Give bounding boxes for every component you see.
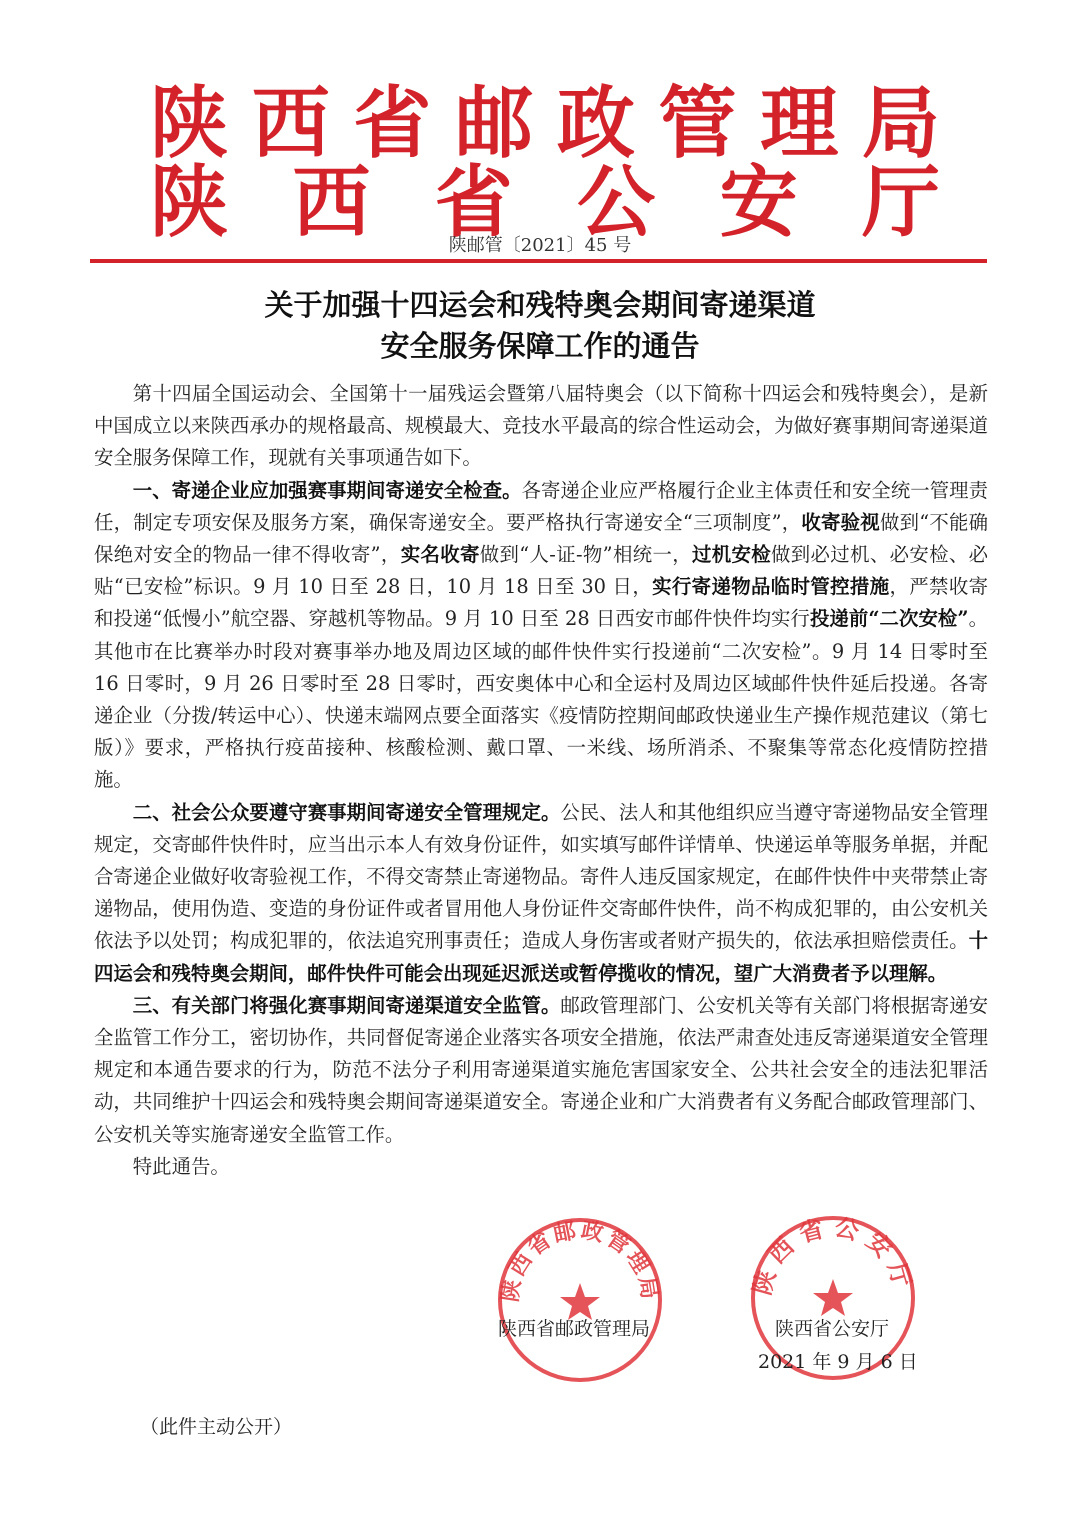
section-2-paragraph bbox=[94, 797, 988, 990]
star-icon bbox=[813, 1279, 853, 1316]
text-run: 各寄递企业应严格履行企业主体责任和安全统一管理责任，制定专项安保及服务方案，确保寄递安全。要严格执行寄递安全“三项制度”， bbox=[94, 478, 988, 534]
issuer-char: 省 bbox=[434, 158, 513, 248]
bold-text-run: 过机安检 bbox=[691, 543, 772, 567]
issuer-char: 西 bbox=[251, 79, 330, 169]
postal-bureau-seal bbox=[495, 1215, 665, 1385]
issuer-char: 理 bbox=[760, 79, 839, 169]
text-run: 公民、法人和其他组织应当遵守寄递物品安全管理规定，交寄邮件快件时，应当出示本人有效身份证件，如实填写邮件详情单、快递运单等服务单据，并配合寄递企业做好收寄验视工作，不得交寄禁止寄递物品。寄件人违反国家规定，在邮件快件中夹带禁止寄递物品，使用伪造、变造的身份证件或者冒用他人身份证件交寄邮件快件，尚不构成犯罪的，由公安机关依法予以处罚；构成犯罪的，依法追究刑事责任；造成人身伤害或者财产损失的，依法承担赔偿责任。 bbox=[94, 800, 988, 953]
text-run: ，严禁收寄和投递“低慢小”航空器、穿越机等物品。9 月 10 日至 28 日西安市邮件快件均实行 bbox=[94, 575, 989, 631]
issuer-char: 公 bbox=[577, 158, 656, 248]
issuer-char: 管 bbox=[658, 79, 737, 169]
section-1-paragraph bbox=[94, 475, 988, 797]
bold-text-run: 实名收寄 bbox=[400, 543, 480, 567]
text-run: 邮政管理部门、公安机关等有关部门将根据寄递安全监管工作分工，密切协作，共同督促寄递企业落实各项安全措施，依法严肃查处违反寄递渠道安全管理规定和本通告要求的行为，防范不法分子利用寄递渠道实施危害国家安全、公共社会安全的违法犯罪活动，共同维护十四运会和残特奥会期间寄递渠道安全。寄递企业和广大消费者有义务配合邮政管理部门、公安机关等实施寄递安全监管工作。 bbox=[94, 993, 988, 1146]
text-run: 做到“人-证-物”相统一， bbox=[479, 543, 692, 567]
issuer-char: 政 bbox=[556, 79, 635, 169]
closing-paragraph: 特此通告。 bbox=[132, 1154, 230, 1178]
red-divider bbox=[90, 259, 987, 263]
seal-2-text: 陕西省公安厅 bbox=[748, 1213, 918, 1299]
issuer-char: 局 bbox=[861, 79, 940, 169]
bold-text-run: 三、有关部门将强化赛事期间寄递渠道安全监管。 bbox=[132, 993, 561, 1017]
issuer-char: 省 bbox=[353, 79, 432, 169]
issuer-char: 邮 bbox=[455, 79, 534, 169]
disclosure-note: （此件主动公开） bbox=[140, 1416, 293, 1438]
bold-text-run: 十四运会和残特奥会期间，邮件快件可能会出现延迟派送或暂停揽收的情况，望广大消费者予以理解。 bbox=[94, 929, 988, 985]
seal-1-text: 陕西省邮政管理局 bbox=[498, 1218, 662, 1304]
issue-date: 2021 年 9 月 6 日 bbox=[758, 1351, 918, 1373]
text-run: 。其他市在比赛举办时段对赛事举办地及周边区域的邮件快件实行投递前“二次安检”。9 月 14 日零时至 16 日零时，9 月 26 日零时至 28 日零时，西安奥体中心和全运村及周边区域邮件快件延后投递。各寄递企业（分拨/转运中心）、快递末端网点要全面落实《疫情防控期间邮政快递业生产操作规范建议（第七版）》要求，严格执行疫苗接种、核酸检测、戴口罩、一米线、场所消杀、不聚集等常态化疫情防控措施。 bbox=[94, 607, 989, 792]
intro-paragraph: 第十四届全国运动会、全国第十一届残运会暨第八届特奥会（以下简称十四运会和残特奥会），是新中国成立以来陕西承办的规格最高、规模最大、竞技水平最高的综合性运动会，为做好赛事期间寄递渠道安全服务保障工作，现就有关事项通告如下。 bbox=[94, 382, 988, 470]
bold-text-run: 一、寄递企业应加强赛事期间寄递安全检查。 bbox=[132, 478, 522, 502]
bold-text-run: 投递前“二次安检” bbox=[809, 607, 969, 631]
document-body bbox=[94, 378, 988, 1183]
bold-text-run: 二、社会公众要遵守赛事期间寄递安全管理规定。 bbox=[132, 800, 561, 824]
document-number: 陕邮管〔2021〕45 号 bbox=[448, 235, 632, 256]
document-title-line-2: 安全服务保障工作的通告 bbox=[380, 329, 700, 363]
text-run: 做到“不能确保绝对安全的物品一律不得收寄”， bbox=[94, 510, 989, 567]
issuer-char: 厅 bbox=[861, 158, 940, 248]
bold-text-run: 收寄验视 bbox=[801, 510, 880, 534]
bold-text-run: 实行寄递物品临时管控措施 bbox=[652, 575, 890, 599]
text-run: 做到必过机、必安检、必贴“已安检”标识。9 月 10 日至 28 日，10 月 18 日至 30 日， bbox=[94, 543, 989, 599]
issuer-char: 陕 bbox=[150, 79, 229, 169]
issuer-char: 西 bbox=[292, 158, 371, 248]
document-title-line-1: 关于加强十四运会和残特奥会期间寄递渠道 bbox=[264, 288, 816, 322]
issuer-char: 陕 bbox=[150, 158, 229, 248]
signature-postal-bureau: 陕西省邮政管理局 bbox=[498, 1318, 651, 1340]
signature-public-security: 陕西省公安厅 bbox=[775, 1318, 890, 1340]
issuer-line-postal-bureau bbox=[150, 79, 940, 169]
issuer-char: 安 bbox=[719, 158, 798, 248]
section-3-paragraph bbox=[94, 990, 988, 1151]
